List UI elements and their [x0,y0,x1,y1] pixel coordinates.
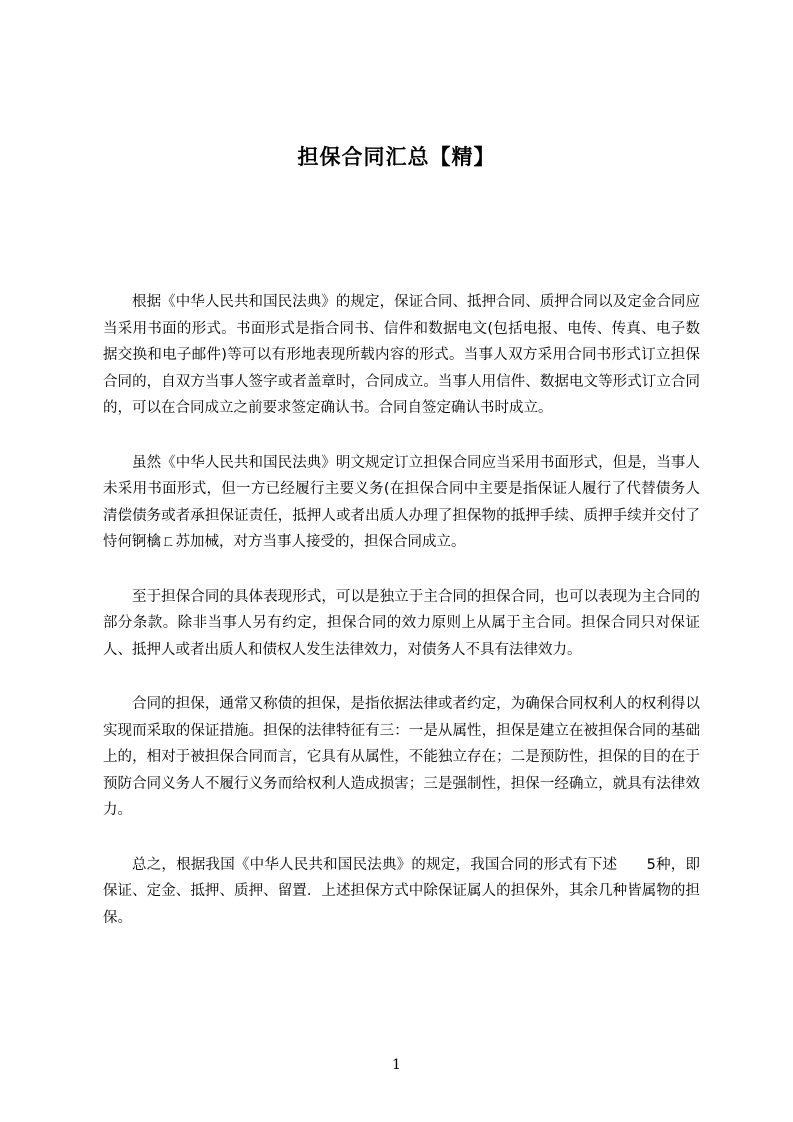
paragraph-exception: 虽然《中华人民共和国民法典》明文规定订立担保合同应当采用书面形式，但是，当事人未采用书面形式，但一方已经履行主要义务(在担保合同中主要是指保证人履行了代替债务人清偿债务或者承担保证责任，抵押人或者出质人办理了担保物的抵押手续、质押手续并交付了恃何锕檎ㄈ苏加械，对方当事人接受的，担保合同成立。 [103,454,700,550]
page-number: 1 [392,1057,401,1073]
paragraph-written-form: 根据《中华人民共和国民法典》的规定，保证合同、抵押合同、质押合同以及定金合同应当采用书面的形式。书面形式是指合同书、信件和数据电文(包括电报、电传、传真、电子数据交换和电子邮件)等可以有形地表现所载内容的形式。当事人双方采用合同书形式订立担保合同的，自双方当事人签字或者盖章时，合同成立。当事人用信件、数据电文等形式订立合同的，可以在合同成立之前要求签定确认书。合同自签定确认书时成立。 [103,294,700,416]
paragraph-form-of-contract: 至于担保合同的具体表现形式，可以是独立于主合同的担保合同，也可以表现为主合同的部分条款。除非当事人另有约定，担保合同的效力原则上从属于主合同。担保合同只对保证人、抵押人或者出质人和债权人发生法律效力，对债务人不具有法律效力。 [103,588,700,658]
paragraph-summary: 总之，根据我国《中华人民共和国民法典》的规定，我国合同的形式有下述 5种，即保证、定金、抵押、质押、留置．上述担保方式中除保证属人的担保外，其余几种皆属物的担保。 [103,856,700,926]
document-body [103,289,700,959]
document-title: 担保合同汇总【精】 [297,145,496,169]
paragraph-definition: 合同的担保，通常又称债的担保，是指依据法律或者约定，为确保合同权利人的权利得以实现而采取的保证措施。担保的法律特征有三：一是从属性，担保是建立在被担保合同的基础上的，相对于被担保合同而言，它具有从属性，不能独立存在；二是预防性，担保的目的在于预防合同义务人不履行义务而给权利人造成损害；三是强制性，担保一经确立，就具有法律效力。 [103,696,700,818]
